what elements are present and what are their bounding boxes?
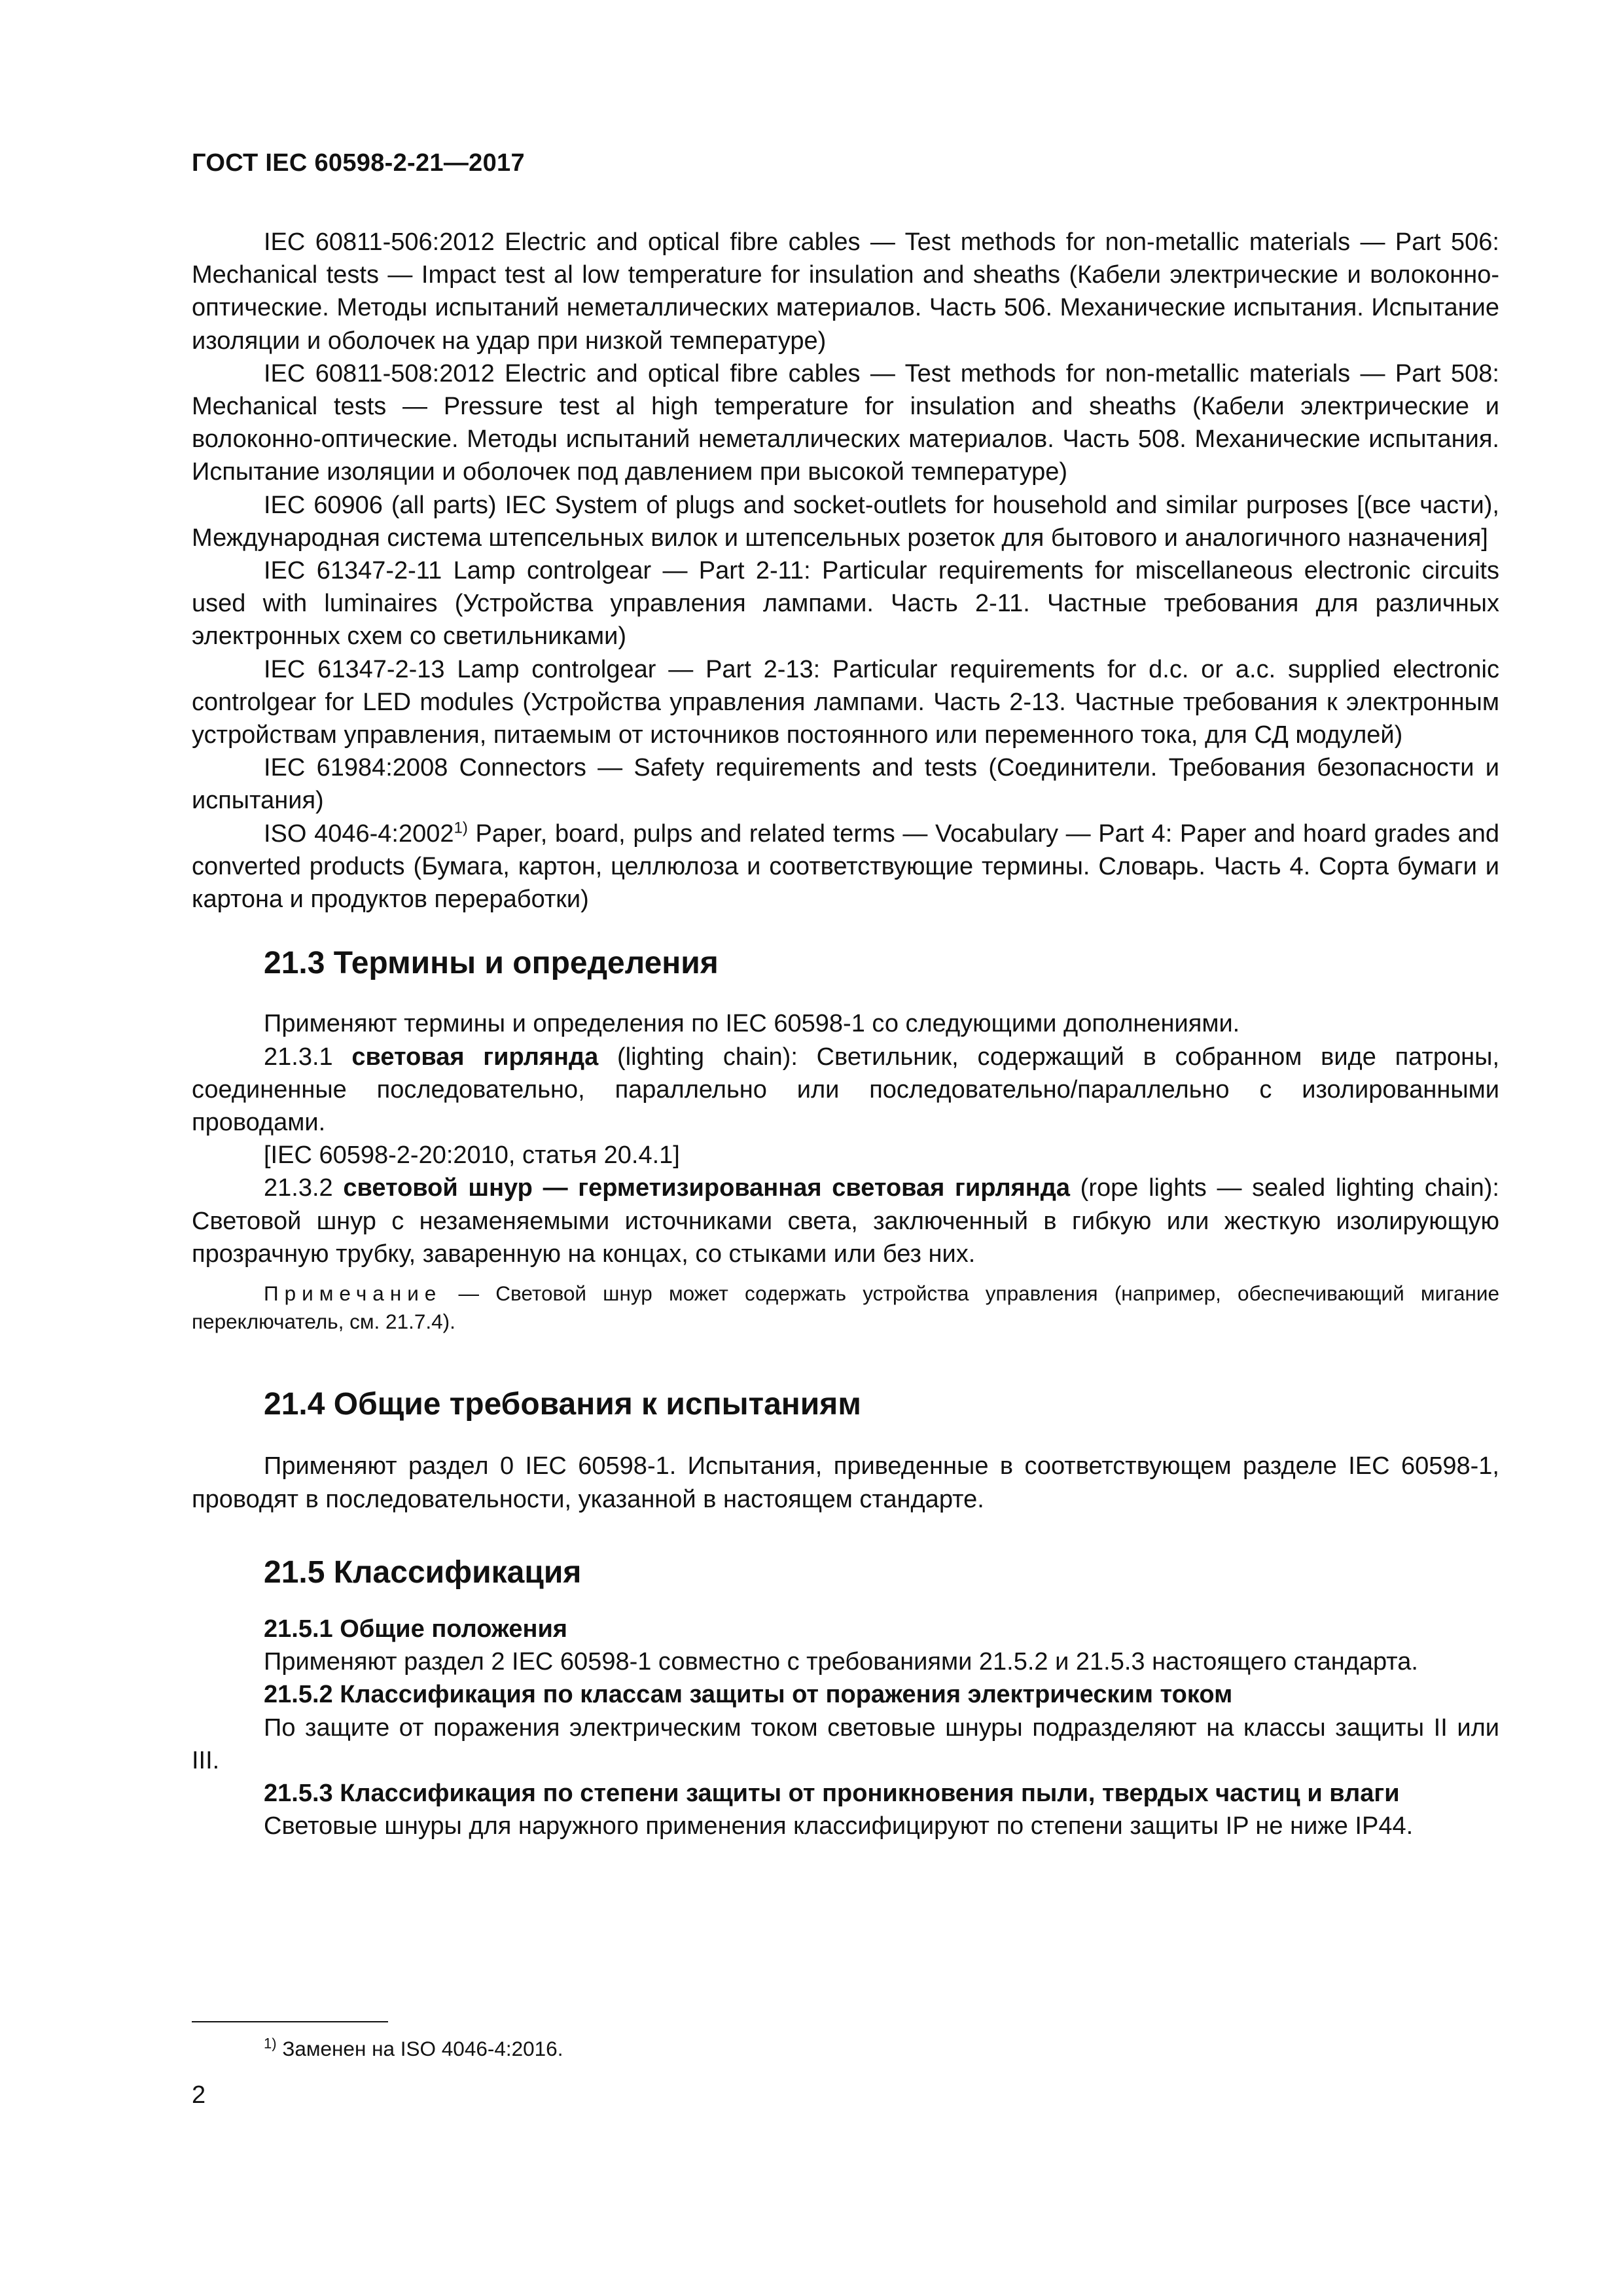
term-name: световой шнур — герметизированная световая гирлянда — [343, 1174, 1070, 1202]
footnote-text: Заменен на ISO 4046-4:2016. — [276, 2037, 563, 2060]
section-heading-21-3: 21.3 Термины и определения — [264, 946, 719, 981]
section-heading-21-5: 21.5 Классификация — [264, 1554, 582, 1590]
reference-entry: IEC 60811-508:2012 Electric and optical fibre cables — Test methods for non-metallic materials — Part 508: Mechanical tests — Pressure test al high temperature for insulation and sheaths (Кабели электрические и волоконно-оптические. Методы испытаний неметаллических материалов. Часть 508. Механические испытания. Испытание изоляции и оболочек под давлением при высокой температуре) — [192, 359, 1499, 486]
term-number: 21.3.1 — [264, 1043, 352, 1071]
section-intro: Применяют термины и определения по IEC 60598-1 со следующими дополнениями. — [264, 1010, 1240, 1038]
note-label: Примечание — [264, 1282, 442, 1306]
term-definition-21-3-1 — [192, 1041, 1499, 1139]
term-number: 21.3.2 — [264, 1174, 344, 1202]
subsection-text: Применяют раздел 2 IEC 60598-1 совместно с требованиями 21.5.2 и 21.5.3 настоящего стандарта. — [264, 1648, 1418, 1676]
reference-entry: IEC 61347-2-11 Lamp controlgear — Part 2-11: Particular requirements for miscellaneous electronic circuits used with luminaires (Устройства управления лампами. Часть 2-11. Частные требования для различных электронных схем со светильниками) — [192, 557, 1499, 651]
subsection-text: Световые шнуры для наружного применения классифицируют по степени защиты IP не ниже IP44. — [264, 1812, 1414, 1840]
note-text: — Световой шнур может содержать устройства управления (например, обеспечивающий мигание переключатель, см. 21.7.4). — [192, 1282, 1499, 1334]
term-definition-21-3-2 — [192, 1172, 1499, 1270]
document-body — [192, 226, 1499, 1842]
subsection-title-21-5-1: 21.5.1 Общие положения — [264, 1615, 567, 1643]
section-text: Применяют раздел 0 IEC 60598-1. Испытания, приведенные в соответствующем разделе IEC 60598-1, проводят в последовательности, указанной в настоящем стандарте. — [192, 1452, 1499, 1513]
reference-entry: IEC 61984:2008 Connectors — Safety requirements and tests (Соединители. Требования безопасности и испытания) — [192, 754, 1499, 815]
subsection-text: По защите от поражения электрическим током световые шнуры подразделяют на классы защиты II или III. — [192, 1713, 1499, 1774]
reference-code: ISO 4046-4:2002 — [264, 819, 454, 848]
footnote-marker: 1) — [264, 2035, 277, 2052]
term-source: [IEC 60598-2-20:2010, статья 20.4.1] — [264, 1141, 680, 1170]
footnote-marker: 1) — [454, 819, 468, 836]
term-text: (rope lights — sealed lighting chain): Световой шнур с незаменяемыми источниками света, заключенный в гибкую или жесткую изолирующую прозрачную трубку, заваренную на концах, со стыками или без них. — [192, 1174, 1499, 1268]
term-text: (lighting chain): Светильник, содержащий в собранном виде патроны, соединенные последовательно, параллельно или последовательно/параллельно с изолированными проводами. — [192, 1043, 1499, 1137]
footnote-divider — [192, 2021, 388, 2022]
page-number: 2 — [192, 2081, 206, 2109]
note — [192, 1280, 1499, 1336]
subsection-title-21-5-3: 21.5.3 Классификация по степени защиты от проникновения пыли, твердых частиц и влаги — [264, 1779, 1400, 1807]
reference-entry-iso — [192, 817, 1499, 916]
reference-entry: IEC 60811-506:2012 Electric and optical fibre cables — Test methods for non-metallic materials — Part 506: Mechanical tests — Impact test al low temperature for insulation and sheaths (Кабели электрические и волоконно-оптические. Методы испытаний неметаллических материалов. Часть 506. Механические испытания. Испытание изоляции и оболочек на удар при низкой температуре) — [192, 228, 1499, 355]
term-name: световая гирлянда — [351, 1043, 599, 1071]
page-header: ГОСТ IEC 60598-2-21—2017 — [192, 149, 525, 177]
reference-entry: IEC 61347-2-13 Lamp controlgear — Part 2-13: Particular requirements for d.c. or a.c. supplied electronic controlgear for LED modules (Устройства управления лампами. Часть 2-13. Частные требования к электронным устройствам управления, питаемым от источников постоянного или переменного тока, для СД модулей) — [192, 655, 1499, 749]
section-heading-21-4: 21.4 Общие требования к испытаниям — [264, 1387, 861, 1422]
subsection-title-21-5-2: 21.5.2 Классификация по классам защиты от поражения электрическим током — [264, 1681, 1233, 1709]
footnote — [264, 2037, 563, 2061]
reference-title: Paper, board, pulps and related terms — Vocabulary — Part 4: Paper and hoard grades and converted products (Бумага, картон, целлюлоза и соответствующие термины. Словарь. Часть 4. Сорта бумаги и картона и продуктов переработки) — [192, 819, 1499, 914]
reference-entry: IEC 60906 (all parts) IEC System of plugs and socket-outlets for household and similar purposes [(все части), Международная система штепсельных вилок и штепсельных розеток для бытового и аналогичного назначения] — [192, 491, 1499, 552]
